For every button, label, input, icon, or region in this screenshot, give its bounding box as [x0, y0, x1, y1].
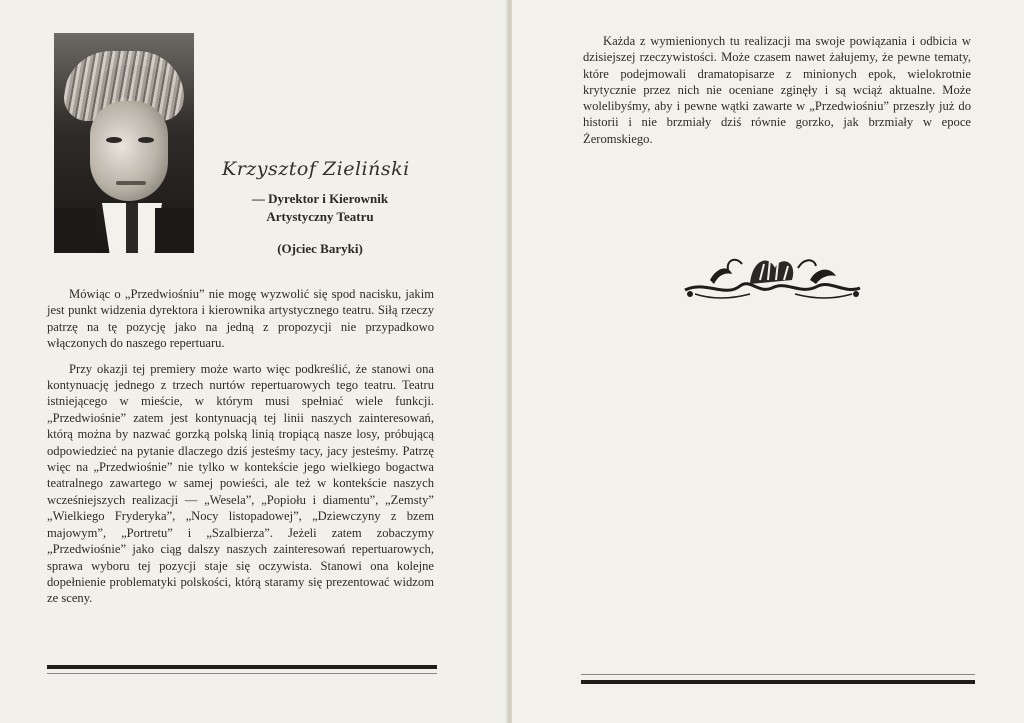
ornament-icon [680, 250, 865, 310]
paragraph-2: Przy okazji tej premiery może warto więc podkreślić, że stanowi ona kontynuację jednego z trzech nurtów repertuarowych tego teatru. Teatru istniejącego w mieście, w którym musi spełniać wiele funkcji. „Przedwiośnie” zatem jest kontynuacją tej linii naszych zainteresowań, którą można by nazwać gorzką polską linią tropiącą nasze losy, próbującą odpowiedzieć na pytanie dlaczego dziś jesteśmy tacy, jacy jesteśmy. Patrzę więc na „Przedwiośnie” nie tylko w kontekście jego wielkiego bogactwa teatralnego zawartego w samej powieści, ale też w kontekście naszych wcześniejszych realizacji — „Wesela”, „Popiołu i diamentu”, „Zemsty” „Wielkiego Fryderyka”, „Nocy listopadowej”, „Dziewczyny z bzem majowym”, „Portretu” i „Szalbierza”. Jeżeli zatem zobaczymy „Przedwiośnie” jako ciąg dalszy naszych zainteresowań repertuarowych, sprawa wyboru tej pozycji staje się oczywista. Stanowi ona kolejne dopełnienie problematyki polskości, którą staramy się prezentować widzom ze sceny. [47, 361, 434, 606]
portrait-photo [54, 33, 194, 253]
role-line-2: Artystyczny Teatru [266, 209, 374, 224]
right-paragraph: Każda z wymienionych tu realizacji ma swoje powiązania i odbicia w dzisiejszej rzeczywistości. Może czasem nawet żałujemy, że pewne tematy, które podejmowali dramatopisarze z minionych epok, wielokrotnie krytycznie przez nich nie oceniane zginęły i są wciąż aktualne. Może wolelibyśmy, aby i pewne wątki zawarte w „Przedwiośniu” przeszły już do historii i nie brzmiały dziś równie gorzko, jak brzmiały w epoce Żeromskiego. [583, 34, 971, 146]
decorative-rule-left [47, 665, 437, 669]
left-body-text [47, 286, 434, 616]
left-page [0, 0, 508, 723]
signature: Krzysztof Zieliński [222, 158, 410, 180]
role-line-1: — Dyrektor i Kierownik [251, 191, 389, 206]
decorative-rule-right [581, 680, 975, 684]
paragraph-1: Mówiąc o „Przedwiośniu” nie mogę wyzwolić się spod nacisku, jakim jest punkt widzenia dyrektora i kierownika artystycznego teatru. Siłą rzeczy patrzę na tę pozycję jako na jedną z propozycji nie przypadkowo włączonych do naszego repertuaru. [47, 287, 434, 351]
role-line-3: (Ojciec Baryki) [277, 241, 363, 256]
role-caption [220, 190, 420, 258]
right-body-text [583, 33, 971, 147]
